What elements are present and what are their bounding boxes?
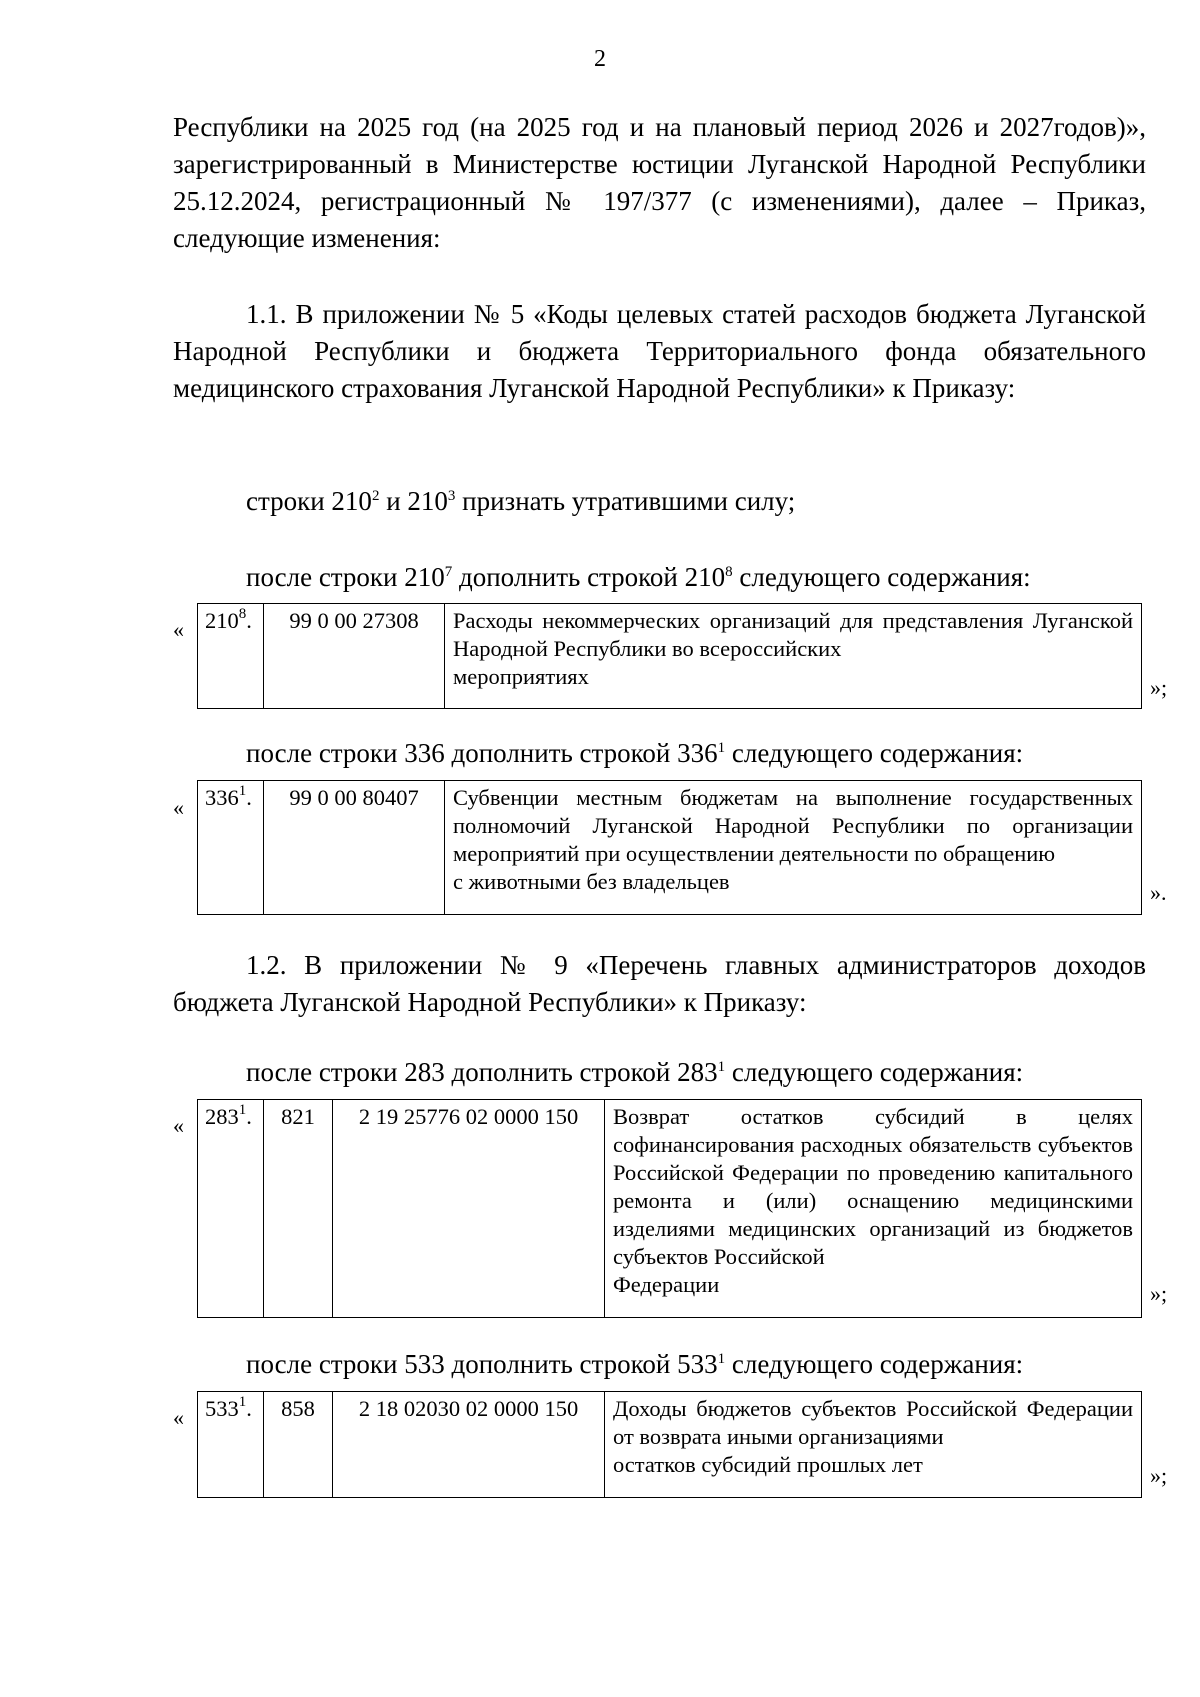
close-quote: »; [1150, 1463, 1168, 1488]
close-quote: »; [1150, 1281, 1168, 1306]
page-number: 2 [594, 46, 606, 72]
row-283-table [197, 1099, 1142, 1318]
intro-paragraph: Республики на 2025 год (на 2025 год и на плановый период 2026 и 2027годов)», зарегистрированный в Министерстве юстиции Луганской Народной Республики 25.12.2024, регистрационный № 197/377 (с изменениями), далее – Приказ, следующие изменения: [173, 112, 1146, 253]
insert-533-line: после строки 533 дополнить строкой $533^1$ следующего содержания: [246, 1349, 1024, 1379]
income-code-cell: 2 19 25776 02 0000 150 [333, 1100, 605, 1318]
close-quote: »; [1150, 675, 1168, 700]
table-row [198, 781, 1142, 915]
section-1-1-paragraph: 1.1. В приложении № 5 «Коды целевых статей расходов бюджета Луганской Народной Республики и бюджета Территориального фонда обязательного медицинского страхования Луганской Народной Республики» к Приказу: [173, 299, 1146, 403]
income-code-cell: 2 18 02030 02 0000 150 [333, 1392, 605, 1498]
code-cell: 99 0 00 27308 [264, 604, 445, 709]
description-cell: Возврат остатков субсидий в целях софинансирования расходных обязательств субъектов Российской Федерации по проведению капитального ремонта и (или) оснащению медицинскими изделиями медицинских организаций из бюджетов субъектов Российской Федерации [605, 1100, 1142, 1318]
section-1-2-paragraph: 1.2. В приложении № 9 «Перечень главных администраторов доходов бюджета Луганской Народной Республики» к Приказу: [173, 950, 1146, 1017]
table-row [198, 1100, 1142, 1318]
row-number-cell: $533^1$. [198, 1392, 264, 1498]
description-cell: Доходы бюджетов субъектов Российской Федерации от возврата иными организациями остатков субсидий прошлых лет [605, 1392, 1142, 1498]
row-number-cell: $336^1$. [198, 781, 264, 915]
open-quote: « [173, 795, 184, 820]
open-quote: « [173, 1113, 184, 1138]
code-cell: 99 0 00 80407 [264, 781, 445, 915]
revoke-rows-line: строки $210^2$ и $210^3$ признать утратившими силу; [246, 486, 796, 516]
admin-code-cell: 858 [264, 1392, 333, 1498]
row-533-table [197, 1391, 1142, 1498]
row-number-cell: $210^8$. [198, 604, 264, 709]
description-cell: Расходы некоммерческих организаций для представления Луганской Народной Республики во всероссийских мероприятиях [445, 604, 1142, 709]
row-210-table [197, 603, 1142, 709]
close-quote: ». [1150, 880, 1167, 905]
table-row [198, 604, 1142, 709]
open-quote: « [173, 1405, 184, 1430]
open-quote: « [173, 617, 184, 642]
insert-283-line: после строки 283 дополнить строкой $283^1$ следующего содержания: [246, 1057, 1024, 1087]
row-336-table [197, 780, 1142, 915]
insert-336-line: после строки 336 дополнить строкой $336^1$ следующего содержания: [246, 738, 1024, 768]
table-row [198, 1392, 1142, 1498]
description-cell: Субвенции местным бюджетам на выполнение государственных полномочий Луганской Народной Республики по организации мероприятий при осуществлении деятельности по обращению с животными без владельцев [445, 781, 1142, 915]
admin-code-cell: 821 [264, 1100, 333, 1318]
row-number-cell: $283^1$. [198, 1100, 264, 1318]
insert-210-line: после строки $210^7$ дополнить строкой $210^8$ следующего содержания: [246, 562, 1031, 592]
